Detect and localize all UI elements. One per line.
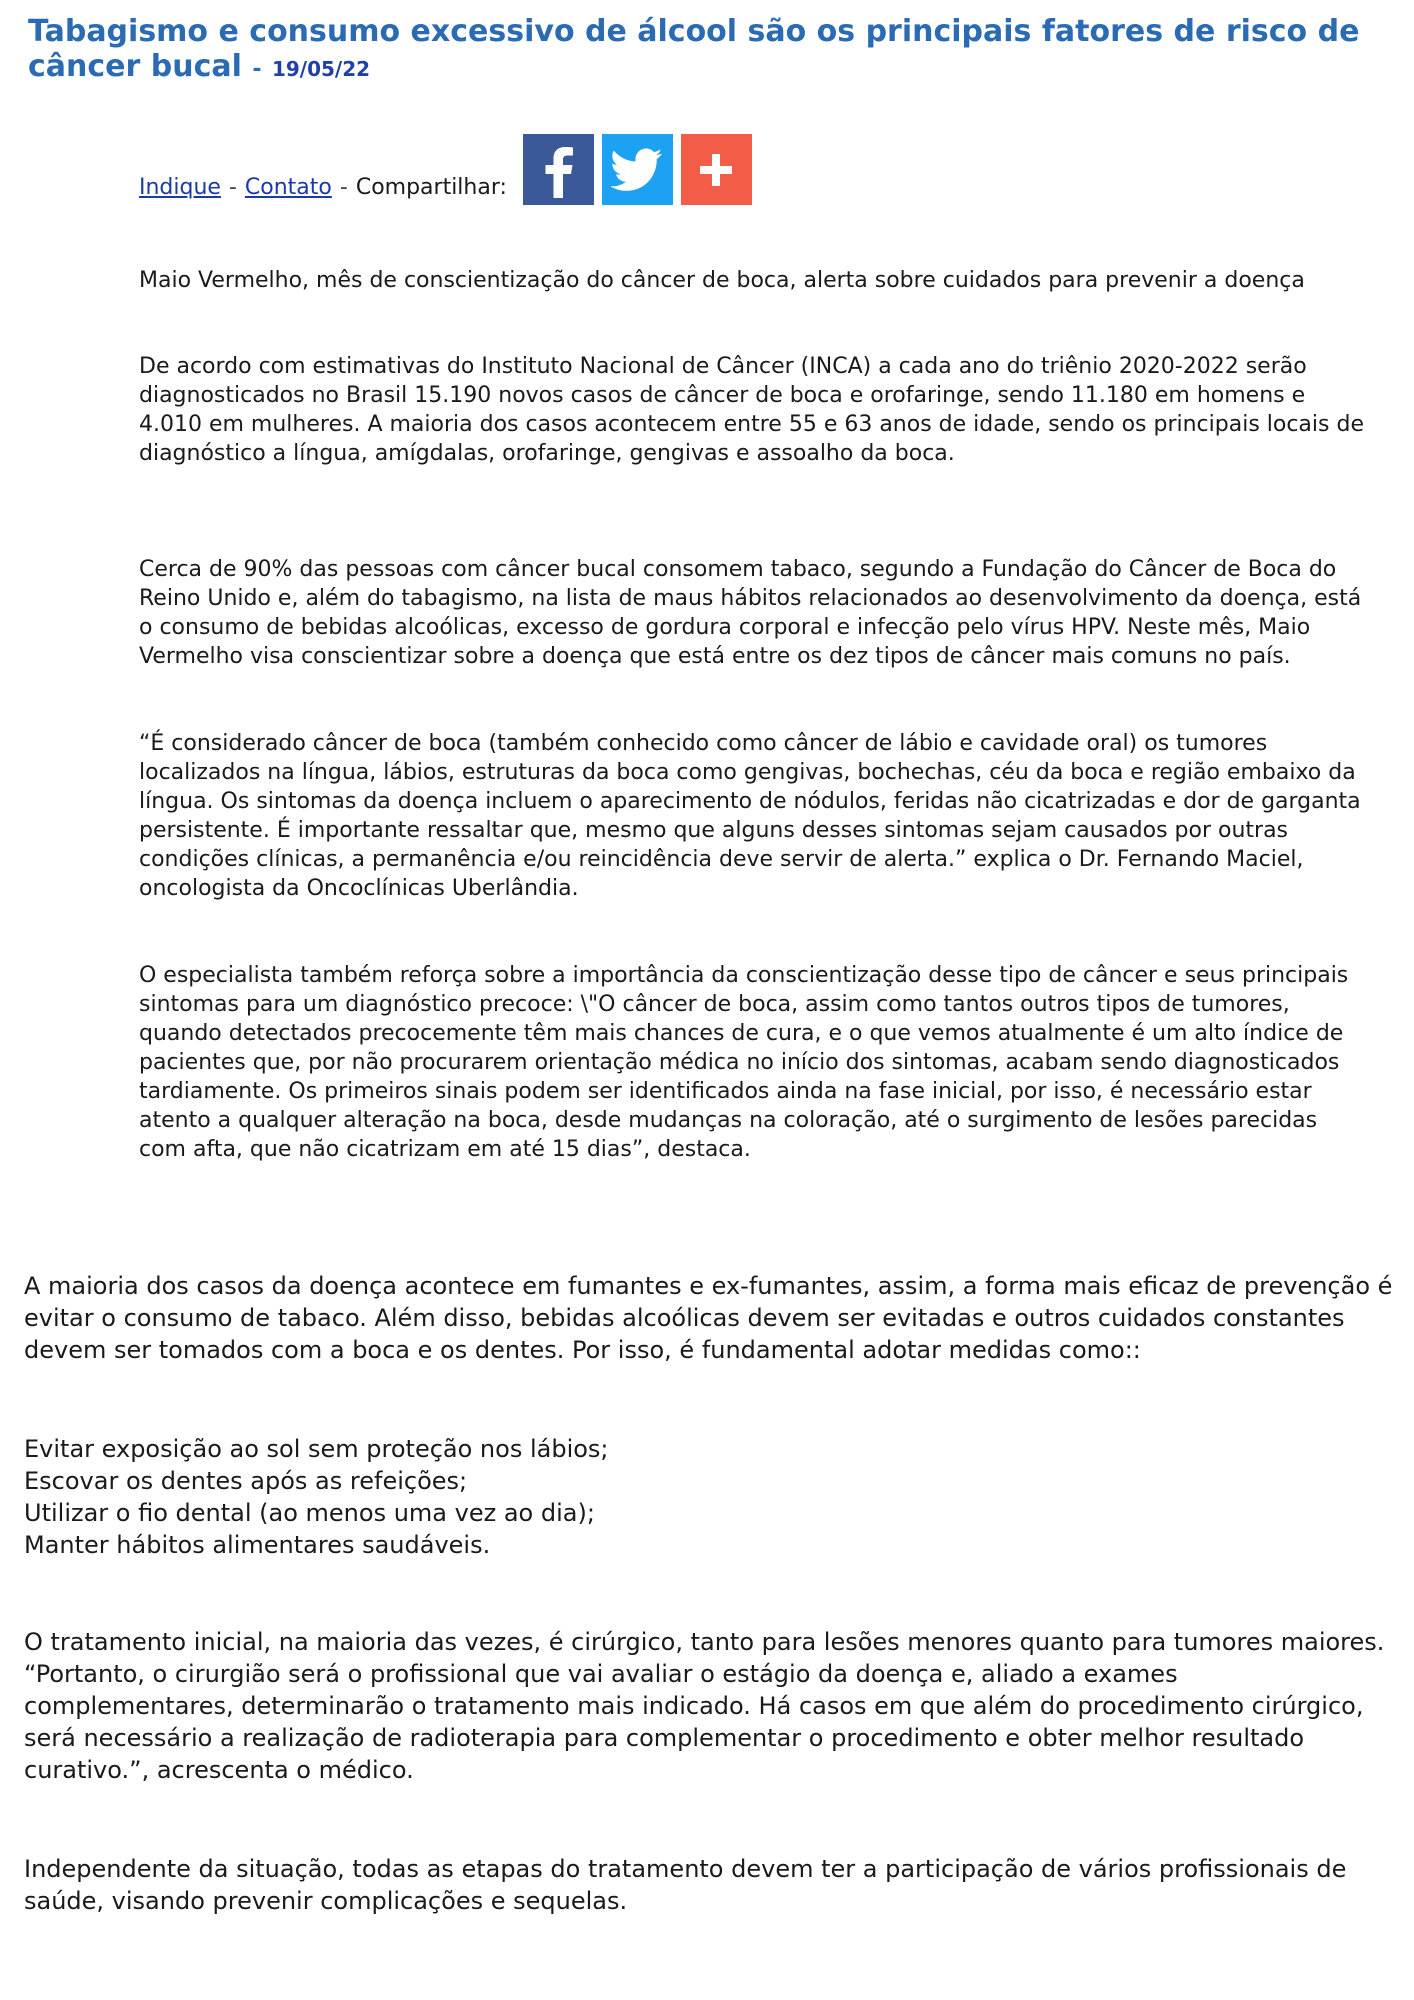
paragraph-doctor-quote: “É considerado câncer de boca (também conhecido como câncer de lábio e cavidade oral) os tumores localizados na língua, lábios, estruturas da boca como gengivas, bochechas, céu da boca e região embaixo da língua. Os sintomas da doença incluem o aparecimento de nódulos, feridas não cicatrizadas e dor de garganta persistente. É importante ressaltar que, mesmo que alguns desses sintomas sejam causados por outras condições clínicas, a permanência e/ou reincidência deve servir de alerta.” explica o Dr. Fernando Maciel, oncologista da Oncoclínicas Uberlândia.	[139, 731, 1361, 901]
paragraph-closing: Independente da situação, todas as etapas do tratamento devem ter a participação de vários profissionais de saúde, visando prevenir complicações e sequelas.	[24, 1855, 1347, 1915]
indique-link[interactable]: Indique	[139, 175, 221, 200]
prevention-list	[24, 1433, 1394, 1561]
list-item: Escovar os dentes após as refeições;	[24, 1467, 468, 1495]
share-label: Compartilhar:	[355, 175, 507, 200]
separator: -	[228, 175, 237, 200]
paragraph-tobacco-risk: Cerca de 90% das pessoas com câncer bucal consomem tabaco, segundo a Fundação do Câncer de Boca do Reino Unido e, além do tabagismo, na lista de maus hábitos relacionados ao desenvolvimento da doença, está o consumo de bebidas alcoólicas, excesso de gordura corporal e infecção pelo vírus HPV. Neste mês, Maio Vermelho visa conscientizar sobre a doença que está entre os dez tipos de câncer mais comuns no país.	[139, 557, 1362, 669]
list-item: Manter hábitos alimentares saudáveis.	[24, 1531, 491, 1559]
facebook-share-button[interactable]	[523, 134, 594, 205]
list-item: Utilizar o fio dental (ao menos uma vez ao dia);	[24, 1499, 595, 1527]
paragraph-treatment: O tratamento inicial, na maioria das vezes, é cirúrgico, tanto para lesões menores quanto para tumores maiores. “Portanto, o cirurgião será o profissional que vai avaliar o estágio da doença e, aliado a exames complementares, determinarão o tratamento mais indicado. Há casos em que além do procedimento cirúrgico, será necessário a realização de radioterapia para complementar o procedimento e obter melhor resultado curativo.”, acrescenta o médico.	[24, 1628, 1385, 1784]
article-title-text: Tabagismo e consumo excessivo de álcool são os principais fatores de risco de câncer bucal	[28, 14, 1360, 84]
paragraph-inca-estimates: De acordo com estimativas do Instituto Nacional de Câncer (INCA) a cada ano do triênio 2020-2022 serão diagnosticados no Brasil 15.190 novos casos de câncer de boca e orofaringe, sendo 11.180 em homens e 4.010 em mulheres. A maioria dos casos acontecem entre 55 e 63 anos de idade, sendo os principais locais de diagnóstico a língua, amígdalas, orofaringe, gengivas e assoalho da boca.	[139, 354, 1364, 466]
list-item: Evitar exposição ao sol sem proteção nos lábios;	[24, 1435, 609, 1463]
contato-link[interactable]: Contato	[244, 175, 332, 200]
share-buttons	[523, 134, 752, 205]
article-date: 19/05/22	[271, 57, 371, 81]
paragraph-prevention: A maioria dos casos da doença acontece em fumantes e ex-fumantes, assim, a forma mais eficaz de prevenção é evitar o consumo de tabaco. Além disso, bebidas alcoólicas devem ser evitadas e outros cuidados constantes devem ser tomados com a boca e os dentes. Por isso, é fundamental adotar medidas como::	[24, 1272, 1393, 1364]
twitter-share-button[interactable]	[602, 134, 673, 205]
facebook-icon	[535, 142, 581, 198]
title-separator: -	[252, 57, 262, 82]
plus-icon	[696, 150, 736, 190]
share-bar	[139, 131, 752, 205]
article-title	[28, 14, 1368, 87]
article-subtitle: Maio Vermelho, mês de conscientização do câncer de boca, alerta sobre cuidados para prevenir a doença	[139, 268, 1305, 293]
more-share-button[interactable]	[681, 134, 752, 205]
twitter-icon	[611, 148, 663, 192]
paragraph-specialist: O especialista também reforça sobre a importância da conscientização desse tipo de câncer e seus principais sintomas para um diagnóstico precoce: \"O câncer de boca, assim como tantos outros tipos de tumores, quando detectados precocemente têm mais chances de cura, e o que vemos atualmente é um alto índice de pacientes que, por não procurarem orientação médica no início dos sintomas, acabam sendo diagnosticados tardiamente. Os primeiros sinais podem ser identificados ainda na fase inicial, por isso, é necessário estar atento a qualquer alteração na boca, desde mudanças na coloração, até o surgimento de lesões parecidas com afta, que não cicatrizam em até 15 dias”, destaca.	[139, 963, 1349, 1162]
separator: -	[339, 175, 348, 200]
